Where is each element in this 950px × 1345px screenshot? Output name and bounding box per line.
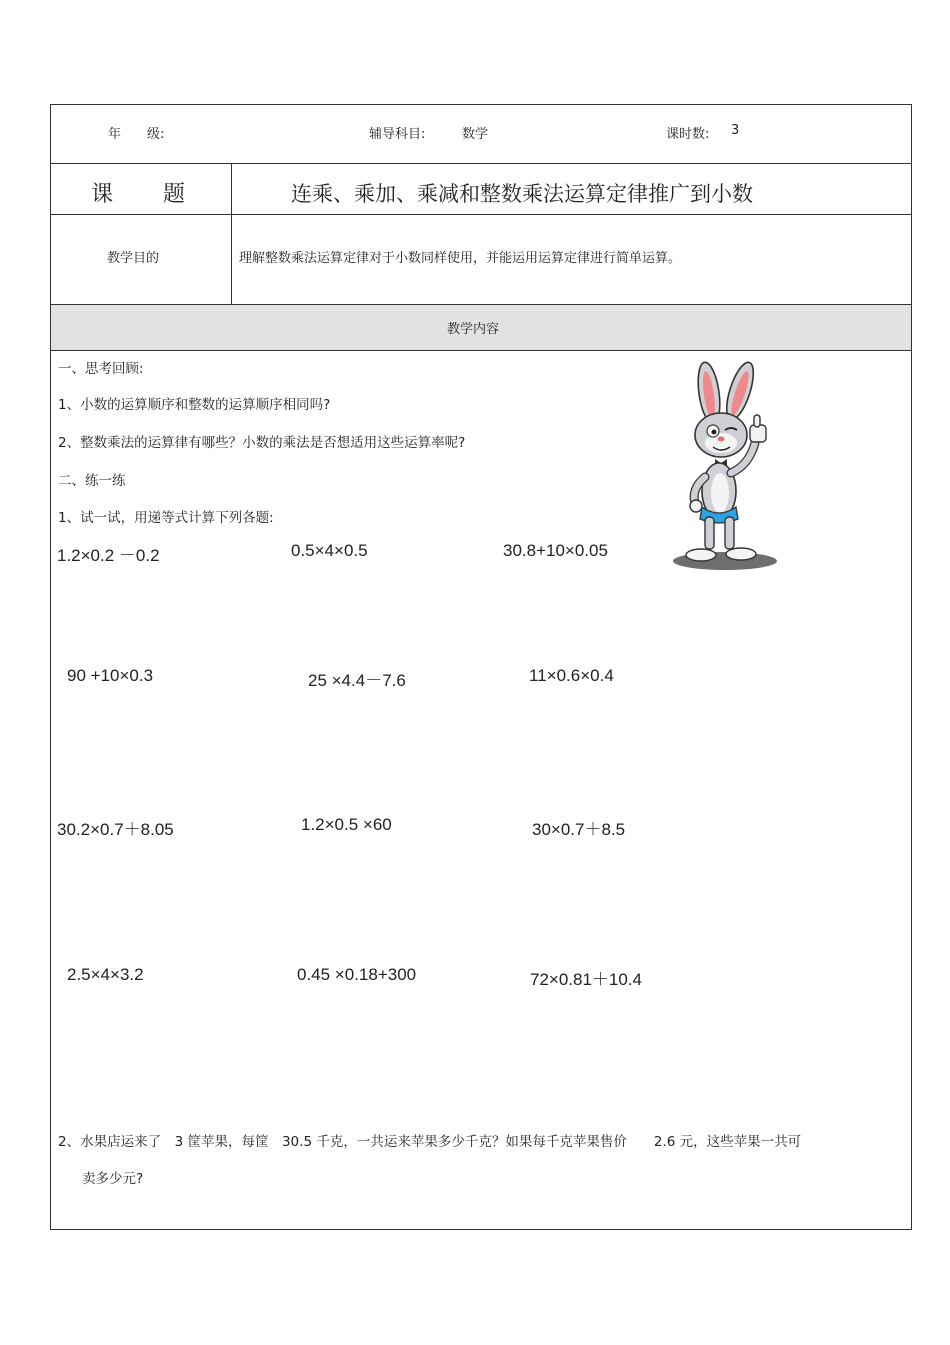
exercise: 72×0.81＋10.4 [530, 970, 643, 989]
subject-label: 辅导科目: [369, 127, 426, 142]
exercise: 90 +10×0.3 [67, 666, 154, 685]
topic-title: 连乘、乘加、乘减和整数乘法运算定律推广到小数 [291, 182, 753, 206]
exercise: 25 ×4.4－7.6 [308, 671, 406, 690]
problem-2-line2: 卖多少元? [82, 1171, 144, 1187]
exercise: 1.2×0.5 ×60 [301, 815, 392, 834]
problem-2-line1: 2、水果店运来了 3 筐苹果，每筐 30.5 千克，一共运来苹果多少千克？如果每千克苹果售价 2.6 元，这些苹果一共可 [58, 1134, 802, 1150]
row-divider [51, 163, 911, 164]
row-divider [51, 304, 911, 305]
row-divider [51, 350, 911, 351]
question-2: 2、整数乘法的运算律有哪些？小数的乘法是否想适用这些运算率呢? [58, 435, 466, 451]
subject-value: 数学 [462, 127, 489, 142]
exercise: 30.2×0.7＋8.05 [57, 820, 174, 839]
objective-text: 理解整数乘法运算定律对于小数同样使用，并能运用运算定律进行简单运算。 [239, 251, 682, 266]
exercise: 2.5×4×3.2 [67, 965, 144, 984]
section2-title: 二、练一练 [58, 473, 126, 489]
lesson-plan-table [50, 104, 912, 1230]
hours-label: 课时数: [666, 127, 710, 142]
hours-value: 3 [731, 123, 740, 138]
question-1: 1、小数的运算顺序和整数的运算顺序相同吗? [58, 397, 331, 413]
grade-label: 年 级: [108, 127, 165, 142]
topic-label: 课 题 [91, 182, 188, 207]
task-1: 1、试一试，用递等式计算下列各题: [58, 510, 274, 526]
exercise: 0.5×4×0.5 [291, 541, 368, 560]
row-divider [51, 214, 911, 215]
exercise: 0.45 ×0.18+300 [297, 965, 417, 984]
section1-title: 一、思考回顾: [58, 361, 144, 377]
exercise: 11×0.6×0.4 [529, 666, 614, 685]
exercise: 30×0.7＋8.5 [532, 820, 626, 839]
exercise: 30.8+10×0.05 [503, 541, 608, 560]
rabbit-mascot-icon [663, 361, 793, 573]
exercise: 1.2×0.2 －0.2 [57, 546, 160, 565]
column-divider [231, 163, 232, 304]
content-header: 教学内容 [447, 322, 500, 337]
objective-label: 教学目的 [107, 251, 160, 266]
